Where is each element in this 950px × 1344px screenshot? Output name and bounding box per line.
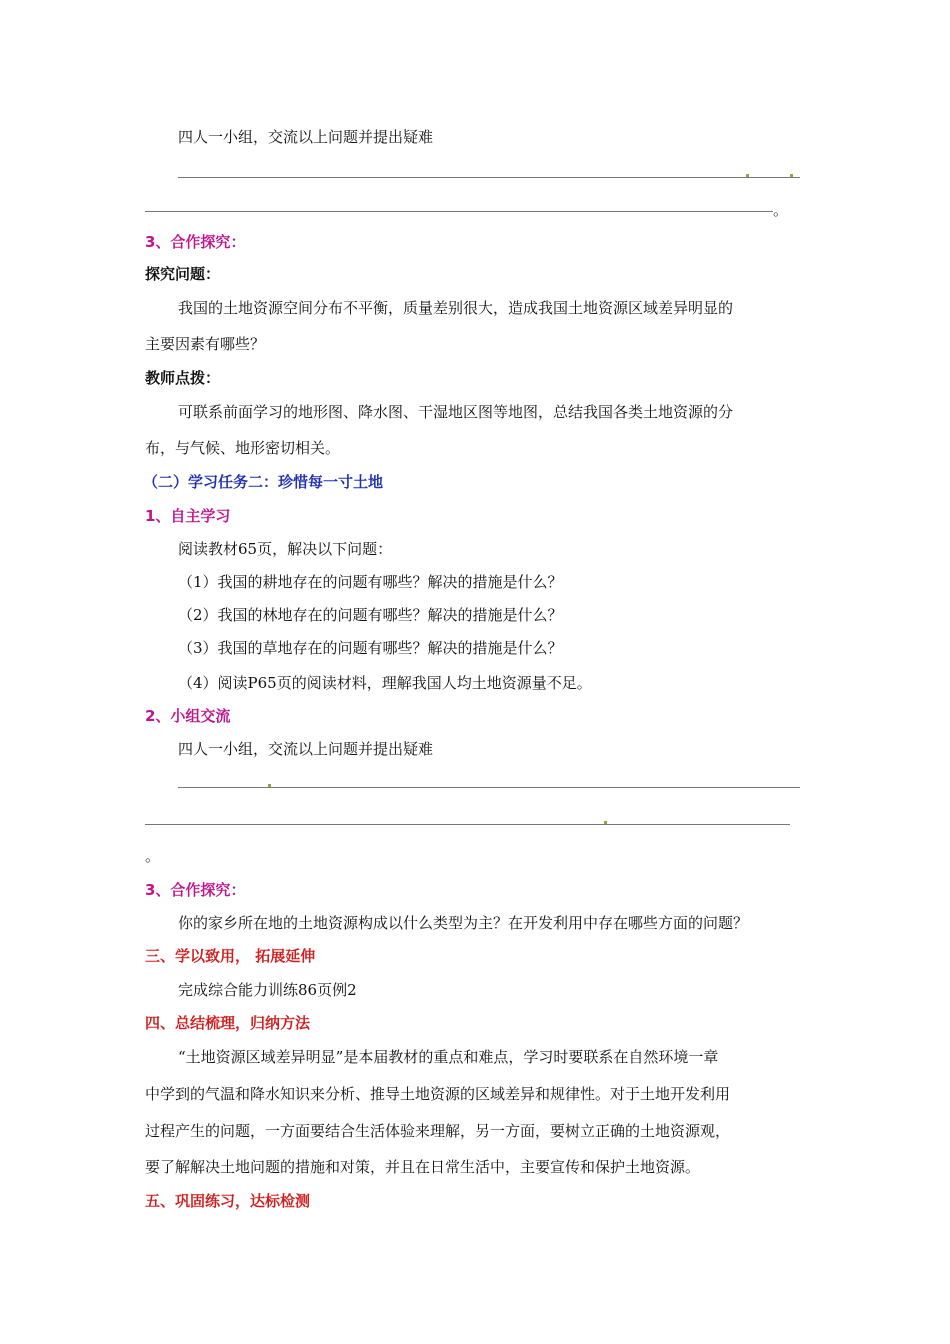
question-2: （2）我国的林地存在的问题有哪些？解决的措施是什么？ [178, 606, 563, 624]
teacher-text-line1: 可联系前面学习的地形图、降水图、干湿地区图等地图，总结我国各类土地资源的分 [178, 403, 734, 421]
answer-line-1b [145, 211, 773, 212]
teacher-text-line2: 布，与气候、地形密切相关。 [145, 439, 341, 457]
mark-dot [604, 821, 607, 824]
part4-line4: 要了解解决土地问题的措施和对策，并且在日常生活中，主要宣传和保护土地资源。 [145, 1158, 701, 1176]
mark-dot [746, 174, 749, 177]
teacher-label: 教师点拨： [145, 369, 221, 387]
part4-line3: 过程产生的问题，一方面要结合生活体验来理解，另一方面，要树立正确的土地资源观， [145, 1122, 731, 1140]
part4-line1: “土地资源区域差异明显”是本届教材的重点和难点，学习时要联系在自然环境一章 [178, 1048, 719, 1066]
end-period-2: 。 [145, 847, 161, 865]
question-4: （4）阅读P65页的阅读材料，理解我国人均土地资源量不足。 [178, 674, 592, 692]
mark-dot [268, 784, 271, 787]
self-study-heading: 1、自主学习 [145, 507, 231, 525]
answer-line-2b [145, 824, 790, 825]
answer-line-2a [178, 787, 800, 788]
end-period-1: 。 [773, 201, 789, 219]
coop-heading-1: 3、合作探究： [145, 233, 246, 251]
part3-heading: 三、学以致用， 拓展延伸 [145, 947, 316, 965]
question-3: （3）我国的草地存在的问题有哪些？解决的措施是什么？ [178, 639, 563, 657]
part4-heading: 四、总结梳理，归纳方法 [145, 1014, 311, 1032]
group-heading-2: 2、小组交流 [145, 707, 231, 725]
task2-heading: （二）学习任务二：珍惜每一寸土地 [143, 473, 384, 491]
coop-heading-2: 3、合作探究： [145, 881, 246, 899]
answer-line-1a [178, 177, 800, 178]
coop-text: 你的家乡所在地的土地资源构成以什么类型为主？在开发利用中存在哪些方面的问题？ [178, 914, 749, 932]
part4-line2: 中学到的气温和降水知识来分析、推导土地资源的区域差异和规律性。对于土地开发利用 [145, 1085, 731, 1103]
group-instruction-1: 四人一小组，交流以上问题并提出疑难 [178, 128, 434, 146]
group-instruction-2: 四人一小组，交流以上问题并提出疑难 [178, 740, 434, 758]
mark-dot [790, 174, 793, 177]
read-instruction: 阅读教材65页，解决以下问题： [178, 540, 393, 558]
part5-heading: 五、巩固练习，达标检测 [145, 1192, 311, 1210]
question-1: （1）我国的耕地存在的问题有哪些？解决的措施是什么？ [178, 573, 563, 591]
explore-text-line2: 主要因素有哪些？ [145, 335, 266, 353]
part3-text: 完成综合能力训练86页例2 [178, 981, 357, 999]
explore-text-line1: 我国的土地资源空间分布不平衡，质量差别很大，造成我国土地资源区域差异明显的 [178, 299, 734, 317]
explore-label: 探究问题： [145, 265, 221, 283]
